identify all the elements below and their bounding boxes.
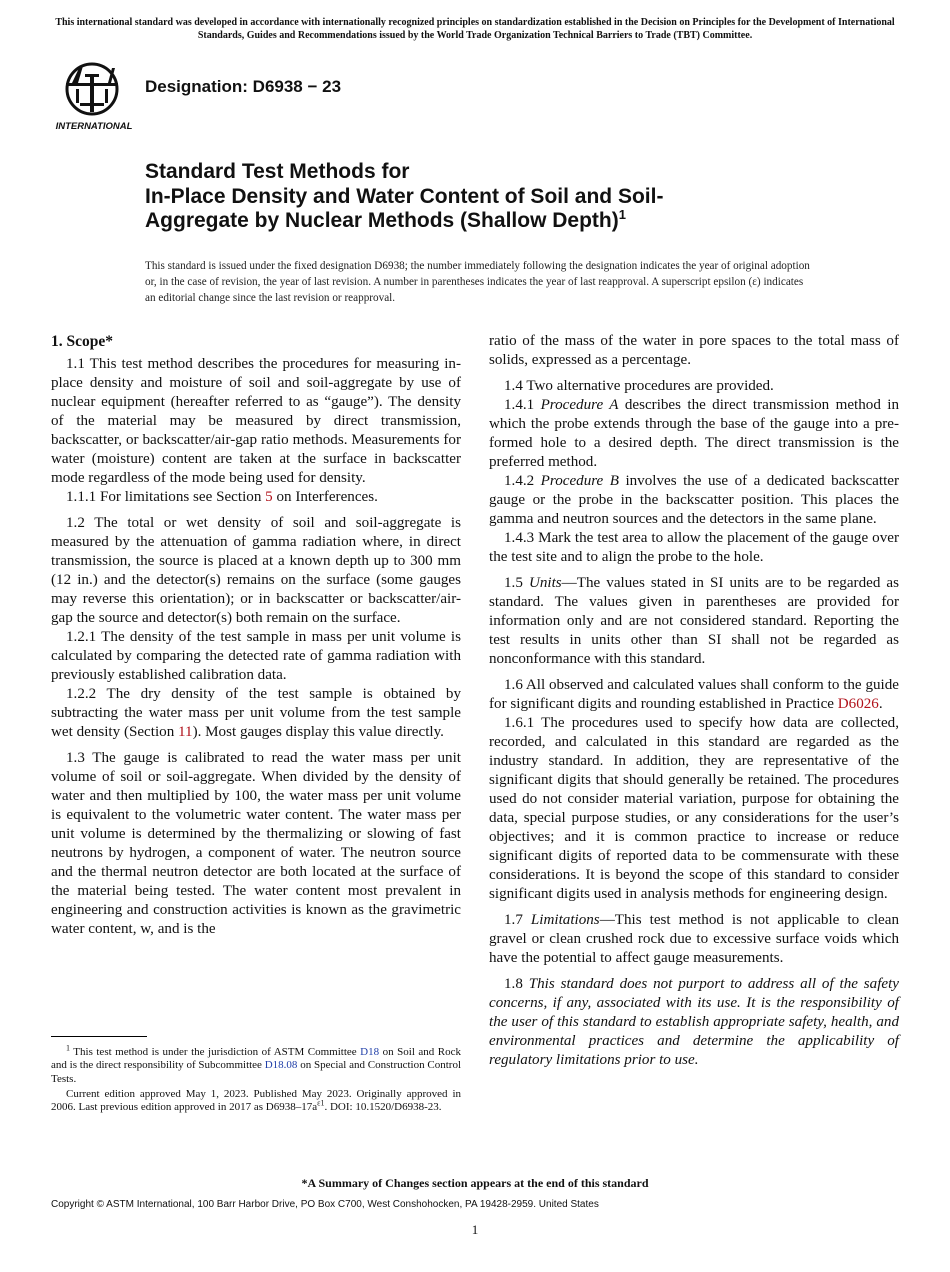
para-1-6-1: 1.6.1 The procedures used to specify how data are collected, recorded, and calculated in this standard are regarded as the industry standard. In addition, they are representative of the significant digits that should generally be retained. The procedures used do not consider material variation, purpose for obtaining the data, special purpose studies, or any considerations for the user’s objectives; and it is common practice to increase or reduce significant digits of reported data to be commensurate with these considerations. It is beyond the scope of this standard to consider significant digits used in analysis methods for engineering design. bbox=[489, 715, 899, 902]
para-1-3-continued: ratio of the mass of the water in pore spaces to the total mass of solids, expressed as a percentage. bbox=[489, 333, 899, 368]
footnotes bbox=[51, 1043, 461, 1114]
footnote-divider bbox=[51, 1036, 147, 1037]
para-1-5: 1.5 Units—The values stated in SI units are to be regarded as standard. The values given in parentheses are provided for information only and are not considered standard. Reporting the test results in units other than SI shall not be regarded as nonconformance with this standard. bbox=[489, 575, 900, 667]
d6026-link[interactable]: D6026 bbox=[837, 696, 879, 712]
left-column bbox=[51, 332, 461, 939]
copyright: Copyright © ASTM International, 100 Barr Harbor Drive, PO Box C700, West Conshohocken, PA 19428-2959. United States bbox=[51, 1199, 599, 1210]
section-11-link[interactable]: 11 bbox=[178, 724, 193, 740]
para-1-4: 1.4 Two alternative procedures are provided. bbox=[504, 378, 774, 394]
footnote-edition: Current edition approved May 1, 2023. Published May 2023. Originally approved in 2006. Last previous edition approved in 2017 as $D6938-17a^{\varepsilon 1}$. DOI: 10.1520/D6938-23. bbox=[51, 1087, 461, 1114]
d18-link[interactable]: D18 bbox=[360, 1046, 380, 1058]
title-footnote-mark: 1 bbox=[618, 207, 626, 222]
title-line-3: Aggregate by Nuclear Methods (Shallow Depth)$^1$ bbox=[145, 207, 626, 232]
right-column bbox=[489, 332, 899, 1070]
section-heading-scope: 1. Scope* bbox=[51, 333, 113, 350]
title-line-1: Standard Test Methods for bbox=[145, 160, 410, 183]
page-number: 1 bbox=[471, 1222, 479, 1237]
para-1-7: 1.7 Limitations—This test method is not applicable to clean gravel or clean crushed rock due to excessive surface voids which have the potential to affect gauge measurements. bbox=[489, 912, 900, 966]
top-notice: This international standard was developed in accordance with internationally recognized principles on standardization established in the Decision on Principles for the Development of International Standards, Guides and Recommendations issued by the World Trade Organization Technical Barriers to Trade (TBT) Committee. bbox=[55, 17, 895, 41]
para-1-2-1: 1.2.1 The density of the test sample in mass per unit volume is calculated by comparing the detected rate of gamma radiation with previously established calibration data. bbox=[51, 629, 461, 683]
para-1-1: 1.1 This test method describes the procedures for measuring in-place density and moisture of soil and soil-aggregate by use of nuclear equipment (hereafter referred to as “gauge”). The density of the material may be measured by direct transmission, backscatter, or backscatter/air-gap ratio methods. Measurements for water (moisture) content are taken at the surface in backscatter mode regardless of the mode being used for density. bbox=[51, 356, 461, 486]
footnote-1: $^1$ This test method is under the jurisdiction of ASTM Committee D18 on Soil and Rock and is the direct responsibility of Subcommittee D18.08 on Special and Construction Control Tests. bbox=[51, 1043, 461, 1085]
para-1-3: 1.3 The gauge is calibrated to read the water mass per unit volume of soil or soil-aggregate. When divided by the density of water and then multiplied by 100, the water mass per unit volume is equivalent to the volumetric water content. The water mass per unit volume is determined by the thermalizing or slowing of fast neutrons by hydrogen, a component of water. The neutron source and the thermal neutron detector are both located at the surface of the material being tested. The water content most prevalent in engineering and construction activities is known as the gravimetric water content, w, and is the bbox=[51, 750, 461, 937]
para-1-6: 1.6 All observed and calculated values shall conform to the guide for significant digits and rounding established in Practice D6026. bbox=[489, 677, 899, 712]
para-1-4-2: 1.4.2 Procedure B involves the use of a dedicated backscatter gauge or the probe in the backscatter position. This places the gamma and neutron sources and the detectors in the same plane. bbox=[489, 473, 899, 527]
d18-08-link[interactable]: D18.08 bbox=[264, 1059, 298, 1072]
para-1-2-2: 1.2.2 The dry density of the test sample is obtained by subtracting the water mass per unit volume from the test sample wet density (Section 11). Most gauges display this value directly. bbox=[51, 686, 461, 740]
designation: Designation: D6938 − 23 bbox=[145, 77, 342, 96]
para-1-8: 1.8 This standard does not purport to address all of the safety concerns, if any, associated with its use. It is the responsibility of the user of this standard to establish appropriate safety, health, and environmental practices and determine the applicability of regulatory limitations prior to use. bbox=[489, 976, 900, 1068]
title-line-2: In-Place Density and Water Content of Soil and Soil- bbox=[145, 184, 664, 208]
astm-logo bbox=[52, 56, 136, 132]
para-1-4-1: 1.4.1 Procedure A describes the direct transmission method in which the probe extends through the base of the gauge into a pre-formed hole to a desired depth. The direct transmission is the preferred method. bbox=[489, 397, 899, 470]
para-1-1-1: 1.1.1 For limitations see Section 5 on Interferences. bbox=[66, 489, 378, 505]
summary-of-changes-note: *A Summary of Changes section appears at the end of this standard bbox=[301, 1176, 649, 1190]
issue-note: This standard is issued under the fixed designation D6938; the number immediately following the designation indicates the year of original adoption or, in the case of revision, the year of last revision. A number in parentheses indicates the year of last reapproval. A superscript epsilon (ε) indicates an editorial change since the last revision or reapproval. bbox=[145, 260, 810, 304]
para-1-2: 1.2 The total or wet density of soil and soil-aggregate is measured by the attenuation of gamma radiation where, in direct transmission, the source is placed at a known depth up to 300 mm (12 in.) and the detector(s) remains on the surface (some gauges may reverse this orientation); or in backscatter or backscatter/air-gap the source and detector(s) both remain on the surface. bbox=[51, 515, 461, 626]
section-5-link[interactable]: 5 bbox=[265, 489, 273, 505]
para-1-4-3: 1.4.3 Mark the test area to allow the placement of the gauge over the test site and to align the probe to the hole. bbox=[489, 530, 899, 565]
document-title bbox=[145, 160, 825, 234]
logo-text: INTERNATIONAL bbox=[55, 121, 133, 132]
